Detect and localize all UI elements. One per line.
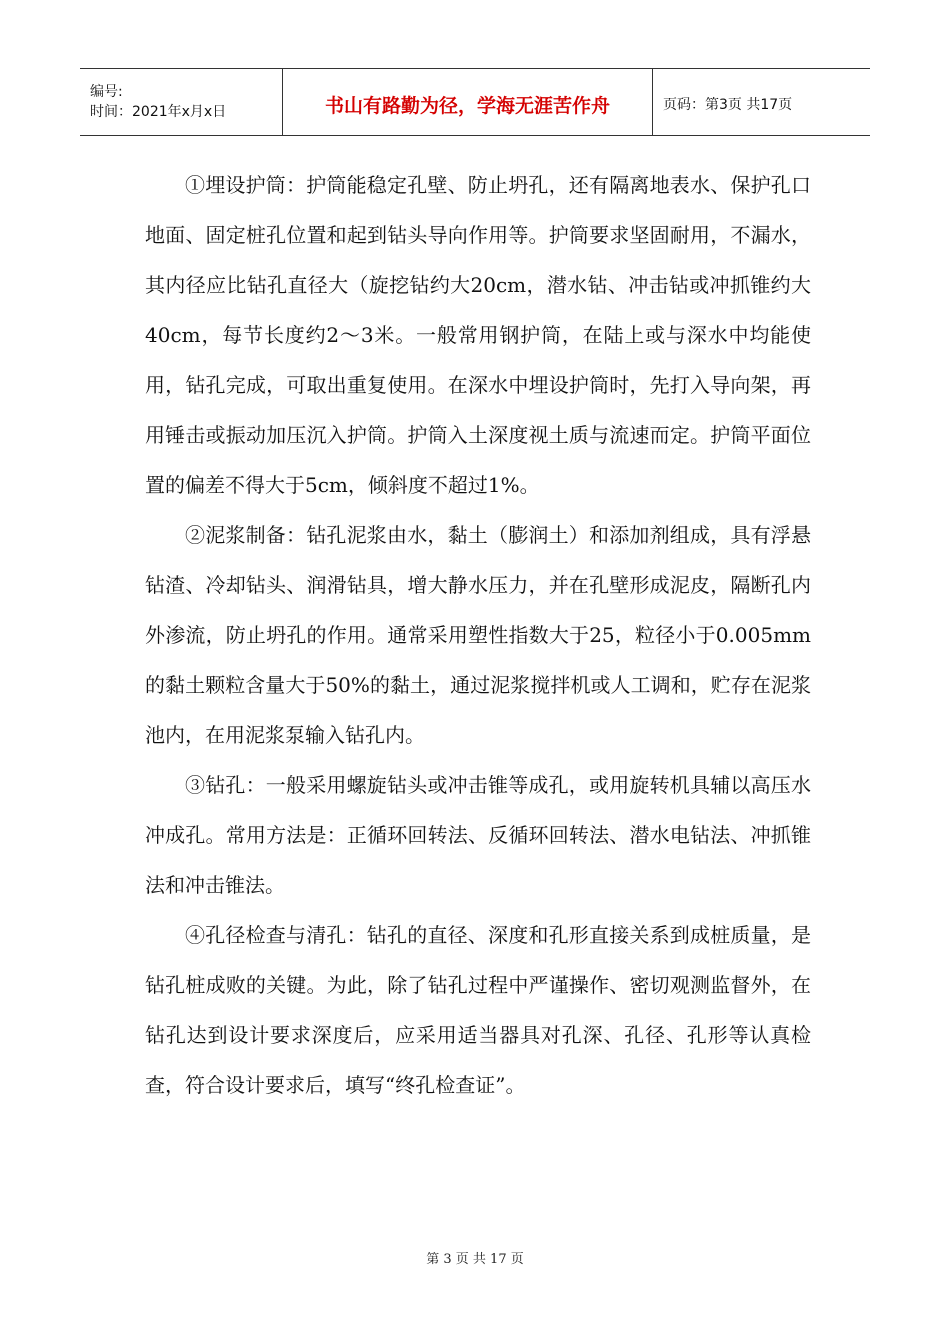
header-page-cell [653,69,870,135]
time-label: 时间：2021年x月x日 [90,104,227,120]
paragraph-casing: ①埋设护筒：护筒能稳定孔壁、防止坍孔，还有隔离地表水、保护孔口地面、固定桩孔位置和起到钻头导向作用等。护筒要求坚固耐用，不漏水，其内径应比钻孔直径大（旋挖钻约大20cm，潜水钻、冲击钻或冲抓锥约大40cm，每节长度约2～3米。一般常用钢护筒，在陆上或与深水中均能使用，钻孔完成，可取出重复使用。在深水中埋设护筒时，先打入导向架，再用锤击或振动加压沉入护筒。护筒入土深度视土质与流速而定。护筒平面位置的偏差不得大于5cm，倾斜度不超过1%。 [145,173,811,497]
header-motto-cell [283,69,653,135]
page-header [80,68,870,136]
header-meta-cell [80,69,283,135]
paragraph-mud-preparation: ②泥浆制备：钻孔泥浆由水，黏土（膨润土）和添加剂组成，具有浮悬钻渣、冷却钻头、润滑钻具，增大静水压力，并在孔壁形成泥皮，隔断孔内外渗流，防止坍孔的作用。通常采用塑性指数大于25，粒径小于0.005mm的黏土颗粒含量大于50%的黏土，通过泥浆搅拌机或人工调和，贮存在泥浆池内，在用泥浆泵输入钻孔内。 [145,523,811,747]
motto-text: 书山有路勤为径，学海无涯苦作舟 [324,94,610,117]
serial-number-label: 编号: [90,84,123,100]
page-footer: 第 3 页 共 17 页 [426,1252,524,1267]
paragraph-drilling: ③钻孔：一般采用螺旋钻头或冲击锥等成孔，或用旋转机具辅以高压水冲成孔。常用方法是：正循环回转法、反循环回转法、潜水电钻法、冲抓锥法和冲击锥法。 [145,773,811,897]
paragraph-hole-inspection: ④孔径检查与清孔：钻孔的直径、深度和孔形直接关系到成桩质量，是钻孔桩成败的关键。为此，除了钻孔过程中严谨操作、密切观测监督外，在钻孔达到设计要求深度后，应采用适当器具对孔深、孔径、孔形等认真检查，符合设计要求后，填写“终孔检查证”。 [145,923,811,1097]
page-info-text: 页码：第3页 共17页 [663,97,793,113]
document-body [145,160,811,1110]
